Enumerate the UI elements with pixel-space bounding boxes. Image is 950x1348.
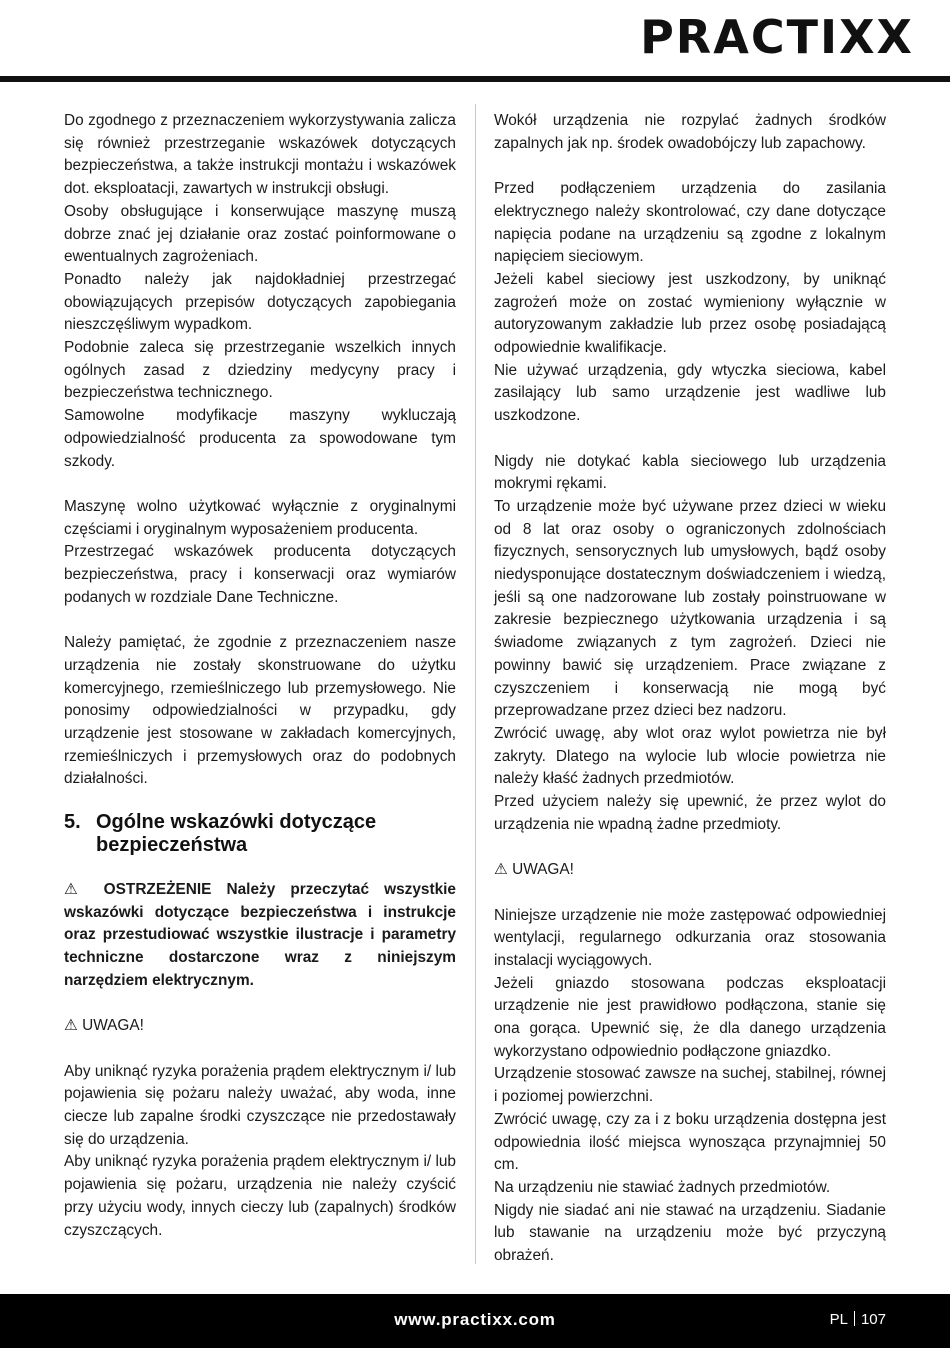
- paragraph-gap: [64, 1038, 456, 1061]
- paragraph: Zwrócić uwagę, aby wlot oraz wylot powietrza nie był zakryty. Dlatego na wylocie lub wlocie powietrza nie należy kłaść żadnych przedmiotów.: [494, 724, 886, 788]
- paragraph: Samowolne modyfikacje maszyny wykluczają odpowiedzialność producenta za spowodowane tym szkody.: [64, 407, 456, 470]
- warning-paragraph: ⚠ OSTRZEŻENIE Należy przeczytać wszystkie wskazówki dotyczące bezpieczeństwa i instrukcje oraz przestudiować wszystkie ilustracje i parametry techniczne dostarczone wraz z niniejszym narzędziem elektrycznym.: [64, 881, 456, 989]
- section-title: Ogólne wskazówki dotyczące bezpieczeństwa: [96, 811, 377, 857]
- paragraph: Podobnie zaleca się przestrzeganie wszelkich innych ogólnych zasad z dziedziny medycyny pracy i bezpieczeństwa technicznego.: [64, 339, 456, 402]
- paragraph-gap: [494, 428, 886, 451]
- paragraph: Przed podłączeniem urządzenia do zasilania elektrycznego należy skontrolować, czy dane dotyczące napięcia podane na urządzeniu są zgodne z lokalnym napięciem sieciowym.: [494, 180, 886, 266]
- paragraph: To urządzenie może być używane przez dzieci w wieku od 8 lat oraz osoby o ograniczonych zdolnościach fizycznych, sensorycznych lub umysłowych, bądź osoby niedysponujące dostatecznym doświadczeniem i wiedzą, jeśli są one nadzorowane lub zostały poinstruowane w zakresie bezpiecznego użytkowania urządzenia i są świadome związanych z tym zagrożeń. Dzieci nie powinny bawić się urządzeniem. Prace związane z czyszczeniem i konserwacją nie mogą być przeprowadzane przez dzieci bez nadzoru.: [494, 497, 886, 720]
- page-indicator: [830, 1311, 886, 1328]
- section-number: 5.: [64, 811, 81, 834]
- paragraph: Aby uniknąć ryzyka porażenia prądem elektrycznym i/ lub pojawienia się pożaru należy uważać, aby woda, inne ciecze lub zapalne środki czyszczące nie przedostawały się do urządzenia.: [64, 1062, 456, 1148]
- page-number: 107: [860, 1311, 886, 1328]
- paragraph: Nigdy nie siadać ani nie stawać na urządzeniu. Siadanie lub stawanie na urządzeniu może być przyczyną obrażeń.: [494, 1201, 886, 1265]
- right-column: [494, 110, 886, 1268]
- paragraph: Wokół urządzenia nie rozpylać żadnych środków zapalnych jak np. środek owadobójczy lub zapachowy.: [494, 112, 886, 152]
- paragraph: Jeżeli gniazdo stosowana podczas eksploatacji urządzenie nie jest prawidłowo podłączona, stanie się ona gorąca. Upewnić się, że dla danego urządzenia wykorzystano odpowiednio podłączone gniazdko.: [494, 974, 886, 1060]
- brand-logo: PRACTIXX: [640, 10, 914, 64]
- page-separator: [854, 1311, 855, 1326]
- paragraph-gap: [494, 882, 886, 905]
- paragraph: Urządzenie stosować zawsze na suchej, stabilnej, równej i poziomej powierzchni.: [494, 1065, 886, 1106]
- paragraph: Na urządzeniu nie stawiać żadnych przedmiotów.: [494, 1178, 831, 1196]
- paragraph: Zwrócić uwagę, czy za i z boku urządzenia dostępna jest odpowiednia ilość miejsca wynosząca przynajmniej 50 cm.: [494, 1110, 886, 1174]
- paragraph-gap: [64, 993, 456, 1016]
- paragraph: ⚠ UWAGA!: [494, 861, 574, 879]
- paragraph: Maszynę wolno użytkować wyłącznie z oryginalnymi częściami i oryginalnym wyposażeniem producenta.: [64, 497, 456, 538]
- left-column: [64, 110, 456, 1242]
- paragraph-gap: [64, 473, 456, 496]
- paragraph: Ponadto należy jak najdokładniej przestrzegać obowiązujących przepisów dotyczących zapobiegania nieszczęśliwym wypadkom.: [64, 270, 456, 334]
- paragraph: ⚠ UWAGA!: [64, 1017, 144, 1035]
- paragraph: Przestrzegać wskazówek producenta dotyczących bezpieczeństwa, pracy i konserwacji oraz wymiarów podanych w rozdziale Dane Techniczne.: [64, 543, 456, 606]
- paragraph: Nigdy nie dotykać kabla sieciowego lub urządzenia mokrymi rękami.: [494, 452, 886, 493]
- paragraph: Do zgodnego z przeznaczeniem wykorzystywania zalicza się również przestrzeganie wskazówek dotyczących bezpieczeństwa, a także instrukcji montażu i wskazówek dot. eksploatacji, zawartych w instrukcji obsługi.: [64, 112, 456, 198]
- paragraph-gap: [494, 836, 886, 859]
- language-code: PL: [829, 1311, 848, 1328]
- footer-url-link[interactable]: www.practixx.com: [394, 1310, 556, 1329]
- paragraph: Jeżeli kabel sieciowy jest uszkodzony, by uniknąć zagrożeń może on zostać wymieniony wyłącznie w autoryzowanym zakładzie lub przez osobę posiadającą odpowiednie kwalifikacje.: [494, 270, 886, 357]
- footer-bar: [0, 1294, 950, 1348]
- paragraph: Przed użyciem należy się upewnić, że przez wylot do urządzenia nie wpadną żadne przedmioty.: [494, 793, 886, 833]
- paragraph: Należy pamiętać, że zgodnie z przeznaczeniem nasze urządzenia nie zostały skonstruowane do użytku komercyjnego, rzemieślniczego lub przemysłowego. Nie ponosimy odpowiedzialności w przypadku, gdy urządzenie jest stosowane w zakładach komercyjnych, rzemieślniczych i przemysłowych oraz do podobnych działalności.: [64, 634, 456, 788]
- header-rule: [0, 76, 950, 82]
- section-heading: [64, 811, 456, 857]
- paragraph: Aby uniknąć ryzyka porażenia prądem elektrycznym i/ lub pojawienia się pożaru, urządzenia nie należy czyścić przy użyciu wody, innych cieczy lub (zapalnych) środków czyszczących.: [64, 1153, 456, 1239]
- column-divider: [475, 104, 476, 1264]
- paragraph: Osoby obsługujące i konserwujące maszynę muszą dobrze znać jej działanie oraz zostać poinformowane o ewentualnych zagrożeniach.: [64, 202, 456, 266]
- paragraph: Nie używać urządzenia, gdy wtyczka sieciowa, kabel zasilający lub samo urządzenie jest wadliwe lub uszkodzone.: [494, 361, 886, 425]
- paragraph-gap: [494, 155, 886, 178]
- paragraph: Niniejsze urządzenie nie może zastępować odpowiedniej wentylacji, regularnego odkurzania oraz stosowania instalacji wyciągowych.: [494, 906, 886, 969]
- paragraph-gap: [64, 609, 456, 632]
